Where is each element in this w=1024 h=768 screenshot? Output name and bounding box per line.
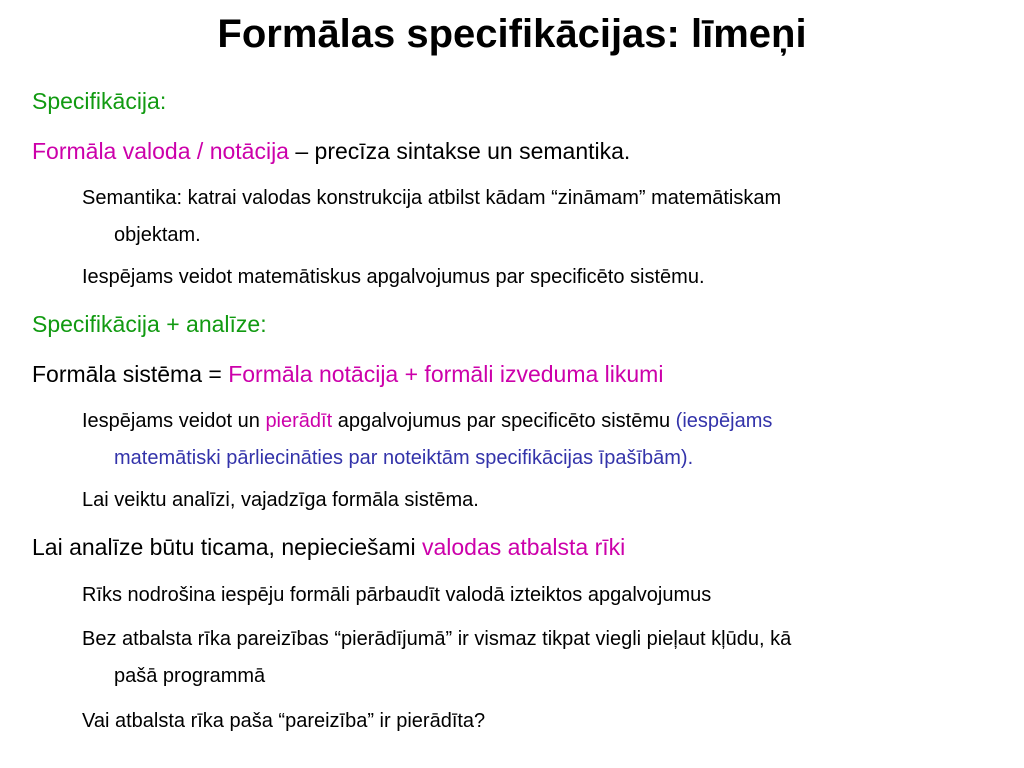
prove-note-end: matemātiski pārliecināties par noteiktām specifikācijas īpašībām). [114,447,694,469]
sub-bullet-semantics [82,180,1002,254]
bullet-formal-system [32,361,663,388]
bullet-formal-language [32,138,630,165]
prove-middle: apgalvojumus par specificēto sistēmu [332,410,676,432]
sub-bullet-prove [82,403,1002,477]
tools-highlight: valodas atbalsta rīki [421,534,626,560]
semantics-line1: Semantika: katrai valodas konstrukcija atbilst kādam “zināmam” matemātiskam [82,187,782,209]
bullet-tools [32,534,625,561]
prove-note-start: (iespējams [675,410,773,432]
sub-bullet-without-tool [82,621,1002,695]
formal-language-rest: – precīza sintakse un semantika. [288,138,631,164]
semantics-line2: objektam. [114,224,201,246]
sub-bullet-tool-check: Rīks nodrošina iespēju formāli pārbaudīt valodā izteiktos apgalvojumus [82,584,712,606]
tools-prefix: Lai analīze būtu ticama, nepieciešami [32,534,422,560]
sub-bullet-analysis-needs: Lai veiktu analīzi, vajadzīga formāla sistēma. [82,489,479,511]
sub-bullet-statements: Iespējams veidot matemātiskus apgalvojumus par specificēto sistēmu. [82,266,705,288]
without-tool-line2: pašā programmā [114,665,266,687]
formal-language-highlight: Formāla valoda / notācija [32,138,289,164]
without-tool-line1: Bez atbalsta rīka pareizības “pierādījumā” ir vismaz tikpat viegli pieļaut kļūdu, kā [82,628,792,650]
prove-highlight: pierādīt [265,410,333,432]
formal-system-highlight: Formāla notācija + formāli izveduma likumi [228,361,664,387]
heading-specification: Specifikācija: [32,88,167,114]
prove-prefix: Iespējams veidot un [82,410,266,432]
slide-title: Formālas specifikācijas: līmeņi [217,12,807,56]
formal-system-prefix: Formāla sistēma = [32,361,229,387]
heading-spec-analysis: Specifikācija + analīze: [32,311,267,337]
prove-line1 [82,403,1002,440]
sub-bullet-tool-correctness: Vai atbalsta rīka paša “pareizība” ir pierādīta? [82,710,486,732]
